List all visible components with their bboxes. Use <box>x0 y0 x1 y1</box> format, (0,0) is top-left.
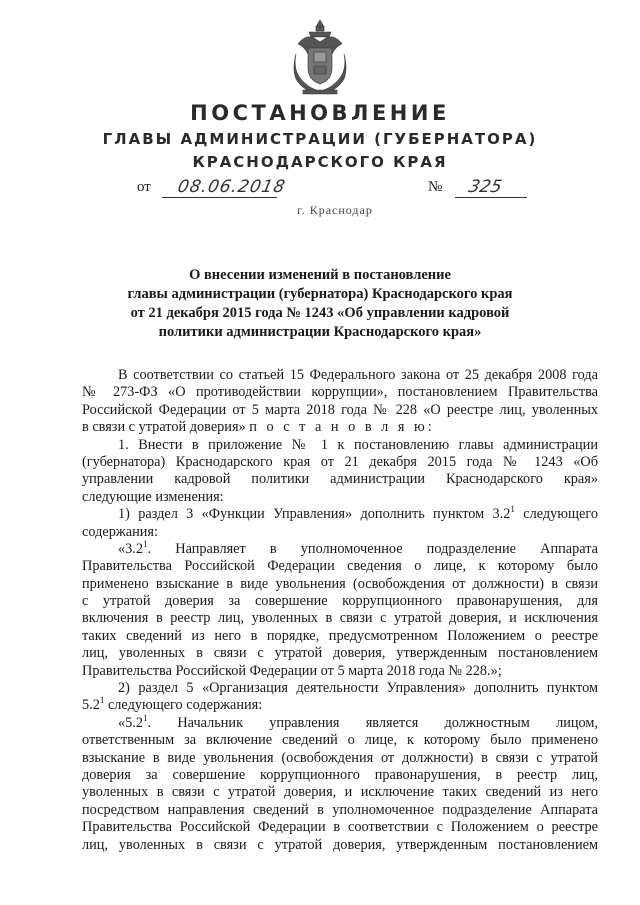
text-line: 2) раздел 5 «Организация деятельности Управления» дополнить пунктом <box>118 680 598 697</box>
text-line: следующие изменения: <box>82 488 224 505</box>
text-fragment: 1) раздел 3 «Функции Управления» дополнить пунктом 3.2 <box>118 506 511 523</box>
superscript: 1 <box>143 538 148 549</box>
document-title <box>80 266 560 342</box>
text-fragment: в связи с утратой доверия» <box>82 419 246 436</box>
text-line <box>82 506 598 523</box>
text-fragment: «3.2 <box>118 540 144 557</box>
text-line: таких сведений из него в порядке, предусмотренном Положением о реестре <box>82 627 598 644</box>
text-line: применено взыскание в виде увольнения (освобождения от должности) в связи <box>82 575 598 592</box>
title-line: от 21 декабря 2015 года № 1243 «Об управлении кадровой <box>130 305 510 321</box>
text-line: взыскание в виде увольнения (освобождения от должности) в связи с утратой <box>82 749 598 766</box>
text-line: В соответствии со статьей 15 Федерального закона от 25 декабря 2008 года <box>118 367 598 383</box>
text-line <box>82 712 598 732</box>
text-line: доверия за совершение коррупционного правонарушения, в реестр лиц, <box>82 766 598 783</box>
text-fragment: 5.2 <box>82 697 100 714</box>
text-line: № 273-ФЗ «О противодействии коррупции», постановлением Правительства <box>82 384 598 401</box>
text-line: ответственным за включение сведений о лице, к которому было применено <box>82 732 598 749</box>
date-underline <box>162 197 277 198</box>
text-line: Российской Федерации от 5 марта 2018 года № 228 «О реестре лиц, уволенных <box>82 401 598 418</box>
text-line: Правительства Российской Федерации в соответствии с Положением о реестре <box>82 819 598 836</box>
superscript: 1 <box>510 504 515 515</box>
title-line: главы администрации (губернатора) Краснодарского края <box>127 286 513 302</box>
issuer-heading: ГЛАВЫ АДМИНИСТРАЦИИ (ГУБЕРНАТОРА) <box>102 130 538 148</box>
date-number-row <box>0 177 640 205</box>
text-line: (губернатора) Краснодарского края от 21 декабря 2015 года № 1243 «Об <box>82 453 598 470</box>
text-line <box>82 697 598 714</box>
superscript: 1 <box>99 695 105 706</box>
text-line: посредством направления сведений в уполномоченное подразделение Аппарата <box>82 801 598 818</box>
text-line: лиц, уволенных в связи с утратой доверия, утвержденным постановлением <box>82 645 598 662</box>
document-type-heading: ПОСТАНОВЛЕНИЕ <box>190 101 450 125</box>
document-body <box>82 367 598 854</box>
text-line: содержания: <box>82 523 158 540</box>
superscript: 1 <box>143 712 148 723</box>
date-prefix: от <box>137 179 151 195</box>
text-line: 1. Внести в приложение № 1 к постановлению главы администрации <box>118 436 598 453</box>
text-line <box>82 419 598 436</box>
text-line: Правительства Российской Федерации от 5 марта 2018 года № 228.»; <box>82 662 502 679</box>
text-fragment: следующего содержания: <box>104 697 263 714</box>
krasnodar-coat-of-arms-emblem <box>291 18 349 98</box>
city-label: г. Краснодар <box>297 203 373 217</box>
text-fragment: . Начальник управления является должностным лицом, <box>147 714 598 731</box>
text-line: лиц, уволенных в связи с утратой доверия, утвержденным постановлением <box>82 836 598 853</box>
text-line: управлении кадровой политики администрации Краснодарского края» <box>82 471 598 488</box>
text-fragment: «5.2 <box>118 714 144 731</box>
region-heading: КРАСНОДАРСКОГО КРАЯ <box>192 153 448 171</box>
text-fragment: . Направляет в уполномоченное подразделение Аппарата <box>147 540 598 557</box>
date-handwritten: 08.06.2018 <box>175 177 288 197</box>
text-line: Правительства Российской Федерации сведения о лице, к которому было <box>82 558 598 575</box>
number-handwritten: 325 <box>466 177 504 197</box>
text-line: с утратой доверия за совершение коррупционного правонарушения, для <box>82 593 598 610</box>
number-prefix: № <box>428 179 443 195</box>
text-line: уволенных в связи с утратой доверия, и исключение таких сведений из него <box>82 784 598 801</box>
number-underline <box>455 197 527 198</box>
text-line: включения в реестр лиц, уволенных в связи с утратой доверия, и исключения <box>82 610 598 627</box>
text-fragment: следующего <box>514 506 598 523</box>
text-line <box>82 538 598 558</box>
title-line: О внесении изменений в постановление <box>189 267 451 283</box>
title-line: политики администрации Краснодарского края» <box>158 324 482 340</box>
postanovlyayu-word: п о с т а н о в л я ю: <box>249 419 435 436</box>
